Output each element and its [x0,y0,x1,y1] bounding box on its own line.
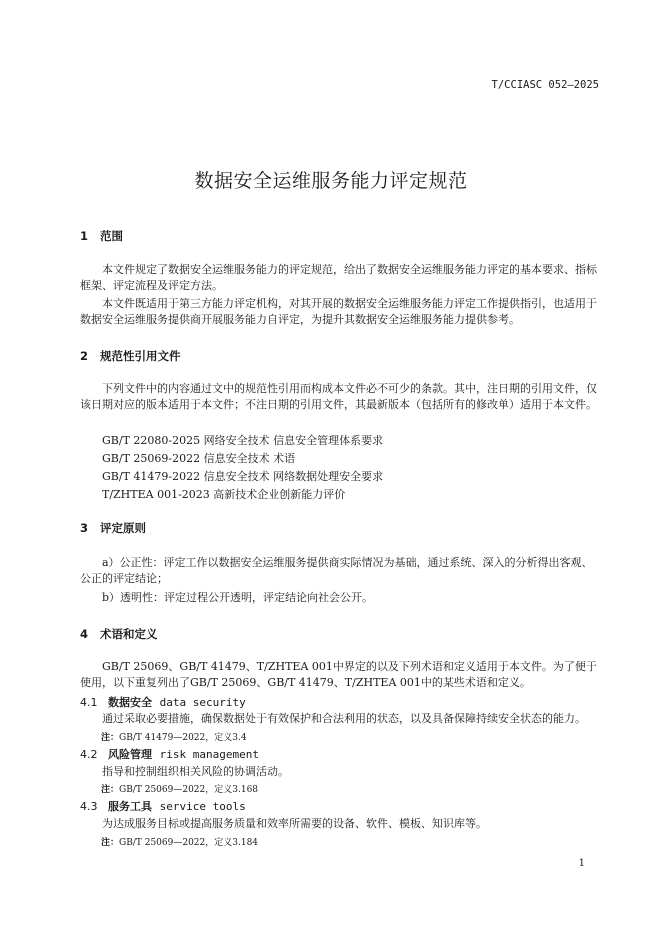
note-source: GB/T 25069—2022，定义3.184 [119,838,259,848]
section-1-heading [80,228,123,244]
term-number: 4.1 [80,696,98,709]
section-number: 1 [80,229,89,243]
term-heading [80,798,246,814]
section-title: 范围 [100,229,123,243]
reference-item: T/ZHTEA 001-2023 高新技术企业创新能力评价 [102,488,346,501]
section-title: 规范性引用文件 [100,349,181,363]
term-note [101,835,258,848]
scope-paragraph-1: 本文件规定了数据安全运维服务能力的评定规范，给出了数据安全运维服务能力评定的基本要求、指标框架、评定流程及评定方法。 [80,263,597,292]
note-label: 注： [101,838,120,848]
term-definition: 为达成服务目标或提高服务质量和效率所需要的设备、软件、模板、知识库等。 [102,817,487,830]
document-title: 数据安全运维服务能力评定规范 [194,170,468,192]
section-3-heading [80,520,146,536]
term-note [101,730,247,743]
term-english: data security [159,696,246,709]
term-definition: 指导和控制组织相关风险的协调活动。 [102,765,289,778]
term-number: 4.2 [80,748,98,761]
principle-a: a）公正性：评定工作以数据安全运维服务提供商实际情况为基础，通过系统、深入的分析得出客观、公正的评定结论； [80,556,593,585]
term-chinese: 数据安全 [108,696,152,709]
section-number: 2 [80,349,89,363]
scope-paragraph-2: 本文件既适用于第三方能力评定机构，对其开展的数据安全运维服务能力评定工作提供指引，也适用于数据安全运维服务提供商开展服务能力自评定，为提升其数据安全运维服务能力提供参考。 [80,297,597,326]
term-heading [80,694,246,710]
section-number: 4 [80,627,89,641]
section-title: 术语和定义 [100,627,158,641]
note-source: GB/T 41479—2022，定义3.4 [119,733,247,743]
reference-item: GB/T 22080-2025 网络安全技术 信息安全管理体系要求 [102,434,384,447]
section-4-heading [80,626,158,642]
normative-intro: 下列文件中的内容通过文中的规范性引用而构成本文件必不可少的条款。其中，注日期的引用文件，仅该日期对应的版本适用于本文件；不注日期的引用文件，其最新版本（包括所有的修改单）适用于本文件。 [80,382,597,411]
principle-b: b）透明性：评定过程公开透明，评定结论向社会公开。 [102,591,374,604]
reference-item: GB/T 25069-2022 信息安全技术 术语 [102,452,296,465]
term-english: risk management [159,748,260,761]
term-chinese: 风险管理 [108,748,152,761]
term-heading [80,746,259,762]
note-label: 注： [101,785,120,795]
page-number: 1 [578,858,585,869]
term-english: service tools [159,800,246,813]
term-definition: 通过采取必要措施，确保数据处于有效保护和合法利用的状态，以及具备保障持续安全状态的能力。 [102,712,586,725]
term-note [101,782,258,795]
note-source: GB/T 25069—2022，定义3.168 [119,785,259,795]
term-number: 4.3 [80,800,98,813]
term-chinese: 服务工具 [108,800,152,813]
reference-item: GB/T 41479-2022 信息安全技术 网络数据处理安全要求 [102,470,384,483]
section-number: 3 [80,521,89,535]
document-number: T/CCIASC 052—2025 [491,79,599,91]
section-title: 评定原则 [100,521,146,535]
terms-intro: GB/T 25069、GB/T 41479、T/ZHTEA 001中界定的以及下列术语和定义适用于本文件。为了便于使用，以下重复列出了GB/T 25069、GB/T 41479、T/ZHTEA 001中的某些术语和定义。 [80,660,597,689]
note-label: 注： [101,733,120,743]
section-2-heading [80,348,181,364]
